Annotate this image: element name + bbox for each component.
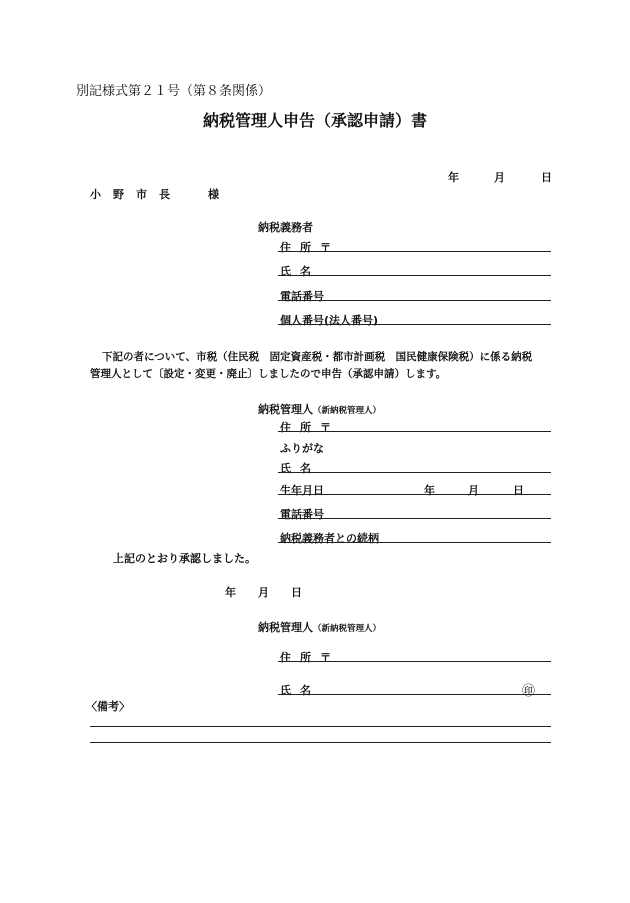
seal-mark: ㊞ [522, 684, 536, 699]
date-day: 日 [541, 171, 552, 184]
body-text-line1: 下記の者について、市税（住民税 固定資産税・都市計画税 国民健康保険税）に係る納税 [102, 351, 533, 363]
remarks-line-2[interactable] [90, 742, 551, 743]
sign-name-field[interactable] [278, 694, 551, 695]
manager-furigana-label: ふりがな [280, 442, 324, 455]
taxpayer-name-field[interactable] [278, 275, 551, 276]
sign-address-label: 住所〒 [280, 651, 340, 664]
sign-heading: 納税管理人 [258, 621, 313, 634]
remarks-label: 〈備考〉 [86, 700, 130, 713]
manager-birth-day: 日 [513, 484, 524, 497]
manager-birth-month: 月 [468, 484, 479, 497]
manager-heading-note: （新納税管理人） [313, 406, 382, 416]
approval-text: 上記のとおり承認しました。 [113, 552, 256, 565]
approval-year: 年 [225, 586, 236, 599]
manager-birth-year: 年 [424, 484, 435, 497]
manager-birth-label: 生年月日 [280, 484, 324, 497]
manager-address-label: 住所〒 [280, 421, 340, 434]
manager-birth-field[interactable] [278, 494, 551, 495]
taxpayer-address-label: 住所〒 [280, 241, 340, 254]
addressee-name: 小野市長 [90, 188, 182, 201]
taxpayer-phone-field[interactable] [278, 300, 551, 301]
manager-relation-field[interactable] [278, 542, 551, 543]
taxpayer-address-field[interactable] [278, 251, 551, 252]
manager-heading: 納税管理人 [258, 403, 313, 416]
sign-address-field[interactable] [278, 661, 551, 662]
approval-month: 月 [258, 586, 269, 599]
taxpayer-phone-label: 電話番号 [280, 290, 324, 303]
page-title: 納税管理人申告（承認申請）書 [203, 111, 428, 130]
approval-day: 日 [291, 586, 302, 599]
form-number: 別記様式第２１号（第８条関係） [76, 84, 272, 99]
manager-phone-field[interactable] [278, 518, 551, 519]
remarks-line-1[interactable] [90, 726, 551, 727]
manager-address-field[interactable] [278, 431, 551, 432]
date-month: 月 [494, 171, 505, 184]
manager-relation-label: 納税義務者との続柄 [280, 532, 379, 545]
sign-heading-note: （新納税管理人） [313, 624, 382, 634]
date-year: 年 [448, 171, 459, 184]
taxpayer-name-label: 氏名 [280, 265, 320, 278]
body-text-line2: 管理人として〔設定・変更・廃止〕しましたので申告（承認申請）します。 [90, 368, 447, 380]
taxpayer-id-field[interactable] [278, 324, 551, 325]
sign-name-label: 氏名 [280, 684, 320, 697]
addressee-honorific: 様 [208, 188, 219, 201]
taxpayer-id-label: 個人番号(法人番号) [280, 314, 379, 327]
manager-name-field[interactable] [278, 472, 551, 473]
manager-name-label: 氏名 [280, 462, 320, 475]
manager-phone-label: 電話番号 [280, 508, 324, 521]
manager-heading-group [258, 398, 381, 417]
sign-heading-group [258, 616, 381, 635]
taxpayer-heading: 納税義務者 [258, 221, 313, 234]
